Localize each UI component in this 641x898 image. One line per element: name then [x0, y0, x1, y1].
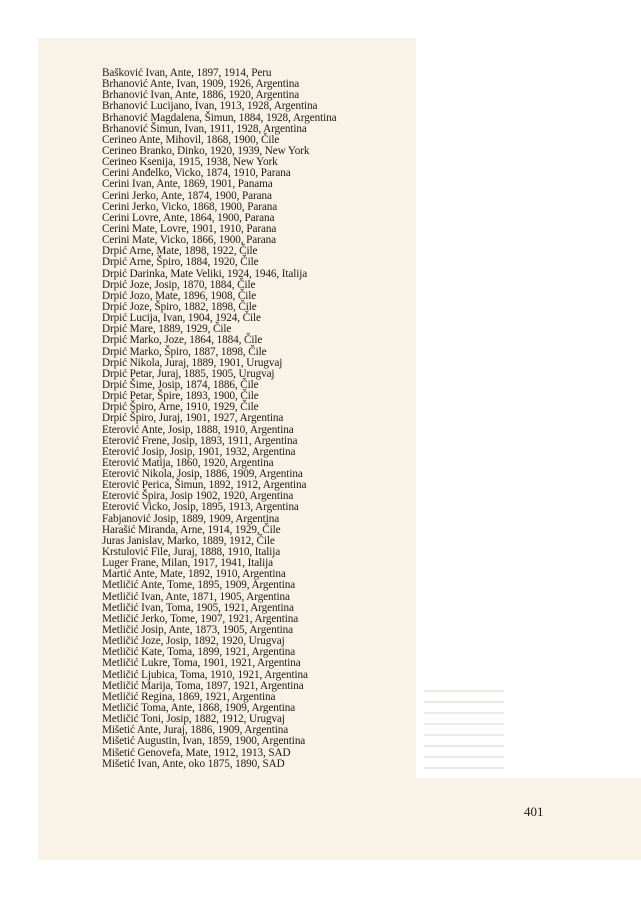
list-item: Eterović Špira, Josip 1902, 1920, Argentina [102, 490, 294, 503]
list-item: Krstulović File, Juraj, 1888, 1910, Italija [102, 546, 281, 559]
list-item: Drpić Petar, Špire, 1893, 1900, Čile [102, 390, 259, 403]
list-item: Mišetić Ivan, Ante, oko 1875, 1890, SAD [102, 757, 285, 770]
list-item: Cerini Mate, Lovre, 1901, 1910, Parana [102, 222, 277, 235]
list-item: Eterović Vicko, Josip, 1895, 1913, Argentina [102, 501, 299, 514]
list-item: Drpić Lucija, Ivan, 1904, 1924, Čile [102, 312, 261, 325]
list-item: Luger Frane, Milan, 1917, 1941, Italija [102, 557, 274, 570]
list-item: Mišetić Ante, Juraj, 1886, 1909, Argentina [102, 724, 289, 737]
list-item: Cerini Anđelko, Vicko, 1874, 1910, Parana [102, 167, 291, 180]
list-item: Metličić Kate, Toma, 1899, 1921, Argentina [102, 646, 296, 659]
list-item: Cerini Lovre, Ante, 1864, 1900, Parana [102, 211, 275, 224]
list-item: Eterović Perica, Šimun, 1892, 1912, Argentina [102, 479, 307, 492]
list-item: Metličić Toni, Josip, 1882, 1912, Urugvaj [102, 713, 285, 726]
list-item: Drpić Joze, Josip, 1870, 1884, Čile [102, 278, 256, 291]
list-item: Harašić Miranda, Arne, 1914, 1929, Čile [102, 523, 281, 536]
list-item: Eterović Frene, Josip, 1893, 1911, Argentina [102, 434, 298, 447]
list-item: Metličić Jerko, Tome, 1907, 1921, Argentina [102, 612, 299, 625]
list-item: Metličić Lukre, Toma, 1901, 1921, Argentina [102, 657, 301, 670]
list-item: Mišetić Augustin, Ivan, 1859, 1900, Argentina [102, 735, 306, 748]
list-item: Eterović Nikola, Josip, 1886, 1909, Argentina [102, 468, 303, 481]
list-item: Cerini Ivan, Ante, 1869, 1901, Panama [102, 178, 273, 191]
list-item: Cerineo Ksenija, 1915, 1938, New York [102, 156, 278, 169]
page-number: 401 [524, 804, 544, 819]
list-item: Drpić Joze, Špiro, 1882, 1898, Čile [102, 300, 257, 313]
list-item: Metličić Ante, Tome, 1895, 1909, Argentina [102, 579, 296, 592]
list-item: Drpić Špiro, Arne, 1910, 1929, Čile [102, 401, 259, 414]
emigrant-list [102, 68, 402, 770]
list-item: Drpić Darinka, Mate Veliki, 1924, 1946, Italija [102, 267, 308, 280]
list-item: Drpić Petar, Juraj, 1885, 1905, Urugvaj [102, 367, 275, 380]
list-item: Metličić Marija, Toma, 1897, 1921, Argentina [102, 679, 304, 692]
list-item: Brhanović Ante, Ivan, 1909, 1926, Argentina [102, 78, 300, 91]
list-item: Metličić Toma, Ante, 1868, 1909, Argentina [102, 702, 296, 715]
list-item: Fabjanović Josip, 1889, 1909, Argentina [102, 512, 280, 525]
list-item: Cerini Jerko, Ante, 1874, 1900, Parana [102, 189, 272, 202]
list-item: Juras Janislav, Marko, 1889, 1912, Čile [102, 534, 275, 547]
list-item: Drpić Marko, Joze, 1864, 1884, Čile [102, 334, 263, 347]
list-item: Eterović Matija, 1860, 1920, Argentina [102, 456, 274, 469]
list-item: Cerini Jerko, Vicko, 1868, 1900, Parana [102, 200, 278, 213]
list-item: Brhanović Ivan, Ante, 1886, 1920, Argentina [102, 89, 300, 102]
list-item: Metličić Josip, Ante, 1873, 1905, Argentina [102, 624, 293, 637]
list-item: Metličić Regina, 1869, 1921, Argentina [102, 690, 276, 703]
list-item: Martić Ante, Mate, 1892, 1910, Argentina [102, 568, 286, 581]
list-item: Cerineo Branko, Dinko, 1920, 1939, New York [102, 144, 310, 157]
list-item: Eterović Josip, Josip, 1901, 1932, Argentina [102, 445, 296, 458]
list-item: Drpić Mare, 1889, 1929, Čile [102, 323, 232, 336]
list-item: Drpić Jozo, Mate, 1896, 1908, Čile [102, 289, 257, 302]
list-item: Metličić Joze, Josip, 1892, 1920, Urugvaj [102, 635, 285, 648]
list-item: Drpić Arne, Mate, 1898, 1922, Čile [102, 245, 258, 258]
list-item: Brhanović Magdalena, Šimun, 1884, 1928, Argentina [102, 111, 337, 124]
bleed-through-shadow [424, 690, 504, 770]
list-item: Eterović Ante, Josip, 1888, 1910, Argentina [102, 423, 294, 436]
list-item: Metličić Ivan, Toma, 1905, 1921, Argentina [102, 601, 294, 614]
list-item: Drpić Marko, Špiro, 1887, 1898, Čile [102, 345, 267, 358]
list-item: Brhanović Šimun, Ivan, 1911, 1928, Argentina [102, 122, 307, 135]
list-item: Brhanović Lucijano, Ivan, 1913, 1928, Argentina [102, 100, 318, 113]
list-item: Mišetić Genovefa, Mate, 1912, 1913, SAD [102, 746, 291, 759]
list-item: Metličić Ivan, Ante, 1871, 1905, Argentina [102, 590, 290, 603]
list-item: Drpić Špiro, Juraj, 1901, 1927, Argentina [102, 412, 284, 425]
list-item: Cerini Mate, Vicko, 1866, 1900, Parana [102, 234, 276, 247]
list-item: Bašković Ivan, Ante, 1897, 1914, Peru [102, 67, 272, 79]
list-item: Drpić Nikola, Juraj, 1889, 1901, Urugvaj [102, 356, 283, 369]
list-item: Metličić Ljubica, Toma, 1910, 1921, Argentina [102, 668, 308, 681]
list-item: Drpić Šime, Josip, 1874, 1886, Čile [102, 378, 259, 391]
list-item: Drpić Arne, Špiro, 1884, 1920, Čile [102, 256, 259, 269]
list-item: Cerineo Ante, Mihovil, 1868, 1900, Čile [102, 133, 280, 146]
